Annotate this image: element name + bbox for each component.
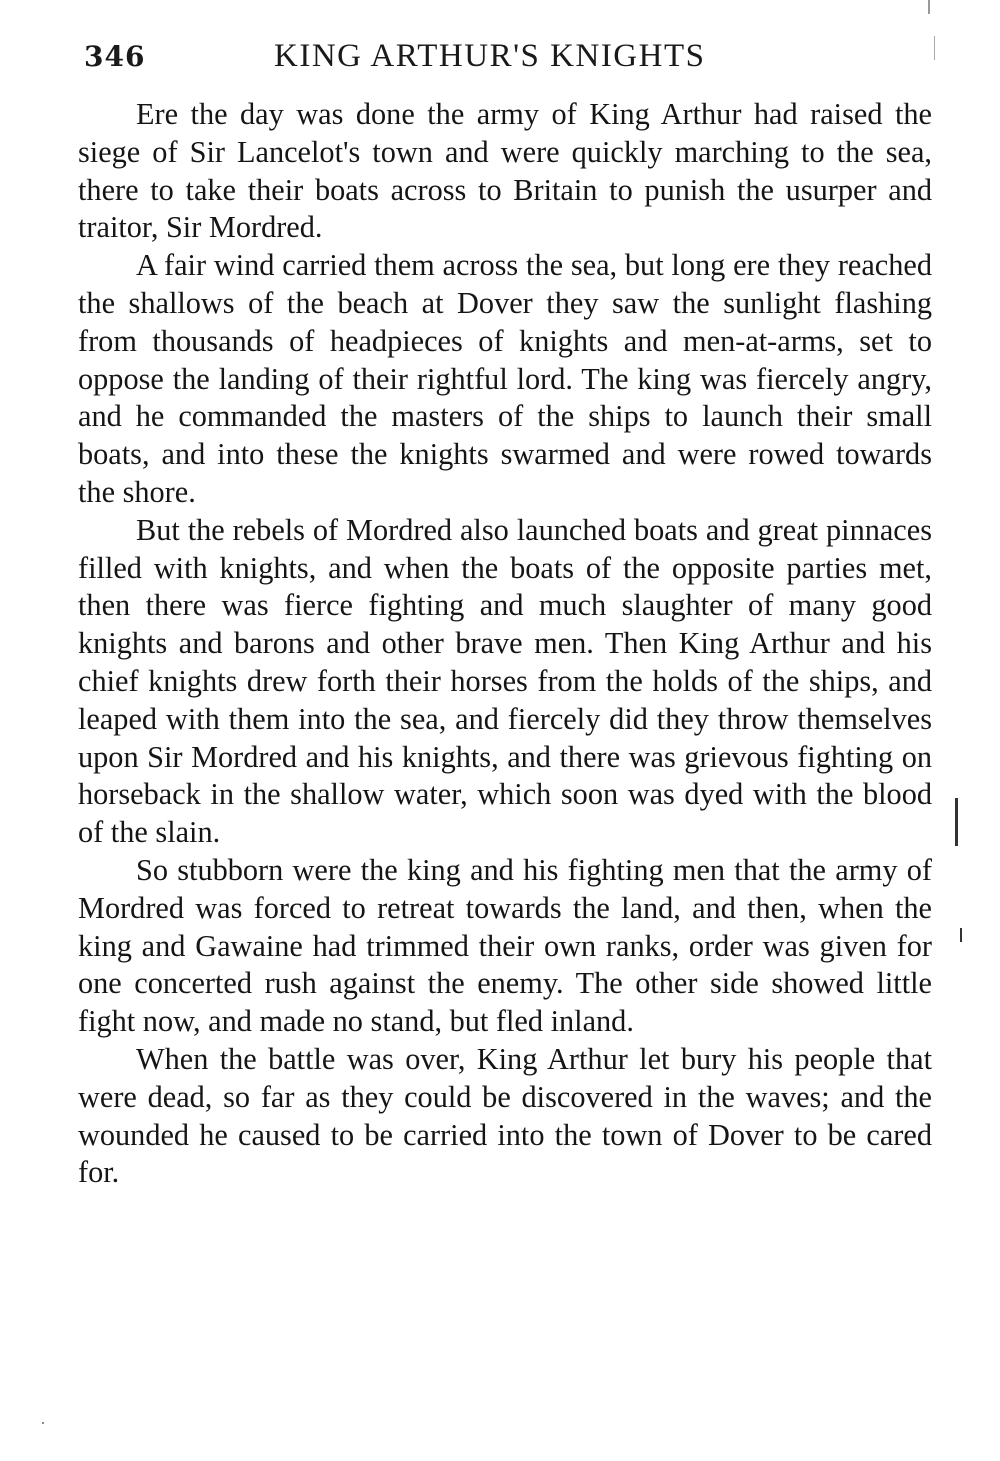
paragraph: But the rebels of Mordred also launched boats and great pinnaces filled with knights, and when the boats of the opposite parties met, then there was fierce fighting and much slaughter of many good knights and barons and other brave men. Then King Arthur and his chief knights drew forth their horses from the holds of the ships, and leaped with them into the sea, and fiercely did they throw themselves upon Sir Mordred and his knights, and there was grievous fighting on horseback in the shallow water, which soon was dyed with the blood of the slain. (78, 512, 932, 850)
scan-speck (928, 0, 930, 14)
running-title: KING ARTHUR'S KNIGHTS (274, 38, 706, 74)
margin-mark (960, 928, 962, 942)
page-number: 346 (84, 40, 146, 73)
paragraph: So stubborn were the king and his fighting men that the army of Mordred was forced to retreat towards the land, and then, when the king and Gawaine had trimmed their own ranks, order was given for one concerted rush against the enemy. The other side showed little fight now, and made no stand, but fled inland. (78, 852, 932, 1039)
page-header (84, 34, 930, 84)
paragraph: Ere the day was done the army of King Arthur had raised the siege of Sir Lancelot's town and were quickly marching to the sea, there to take their boats across to Britain to punish the usurper and traitor, Sir Mordred. (78, 97, 932, 245)
scan-speck (934, 36, 935, 60)
scan-speck (42, 1422, 44, 1424)
paragraph: When the battle was over, King Arthur let bury his people that were dead, so far as they could be discovered in the waves; and the wounded he caused to be carried into the town of Dover to be cared for. (78, 1041, 932, 1190)
paragraph: A fair wind carried them across the sea, but long ere they reached the shallows of the beach at Dover they saw the sunlight flashing from thousands of headpieces of knights and men-at-arms, set to oppose the landing of their rightful lord. The king was fiercely angry, and he commanded the masters of the ships to launch their small boats, and into these the knights swarmed and were rowed towards the shore. (78, 248, 932, 509)
body-text (78, 96, 932, 1192)
margin-mark (955, 798, 958, 846)
